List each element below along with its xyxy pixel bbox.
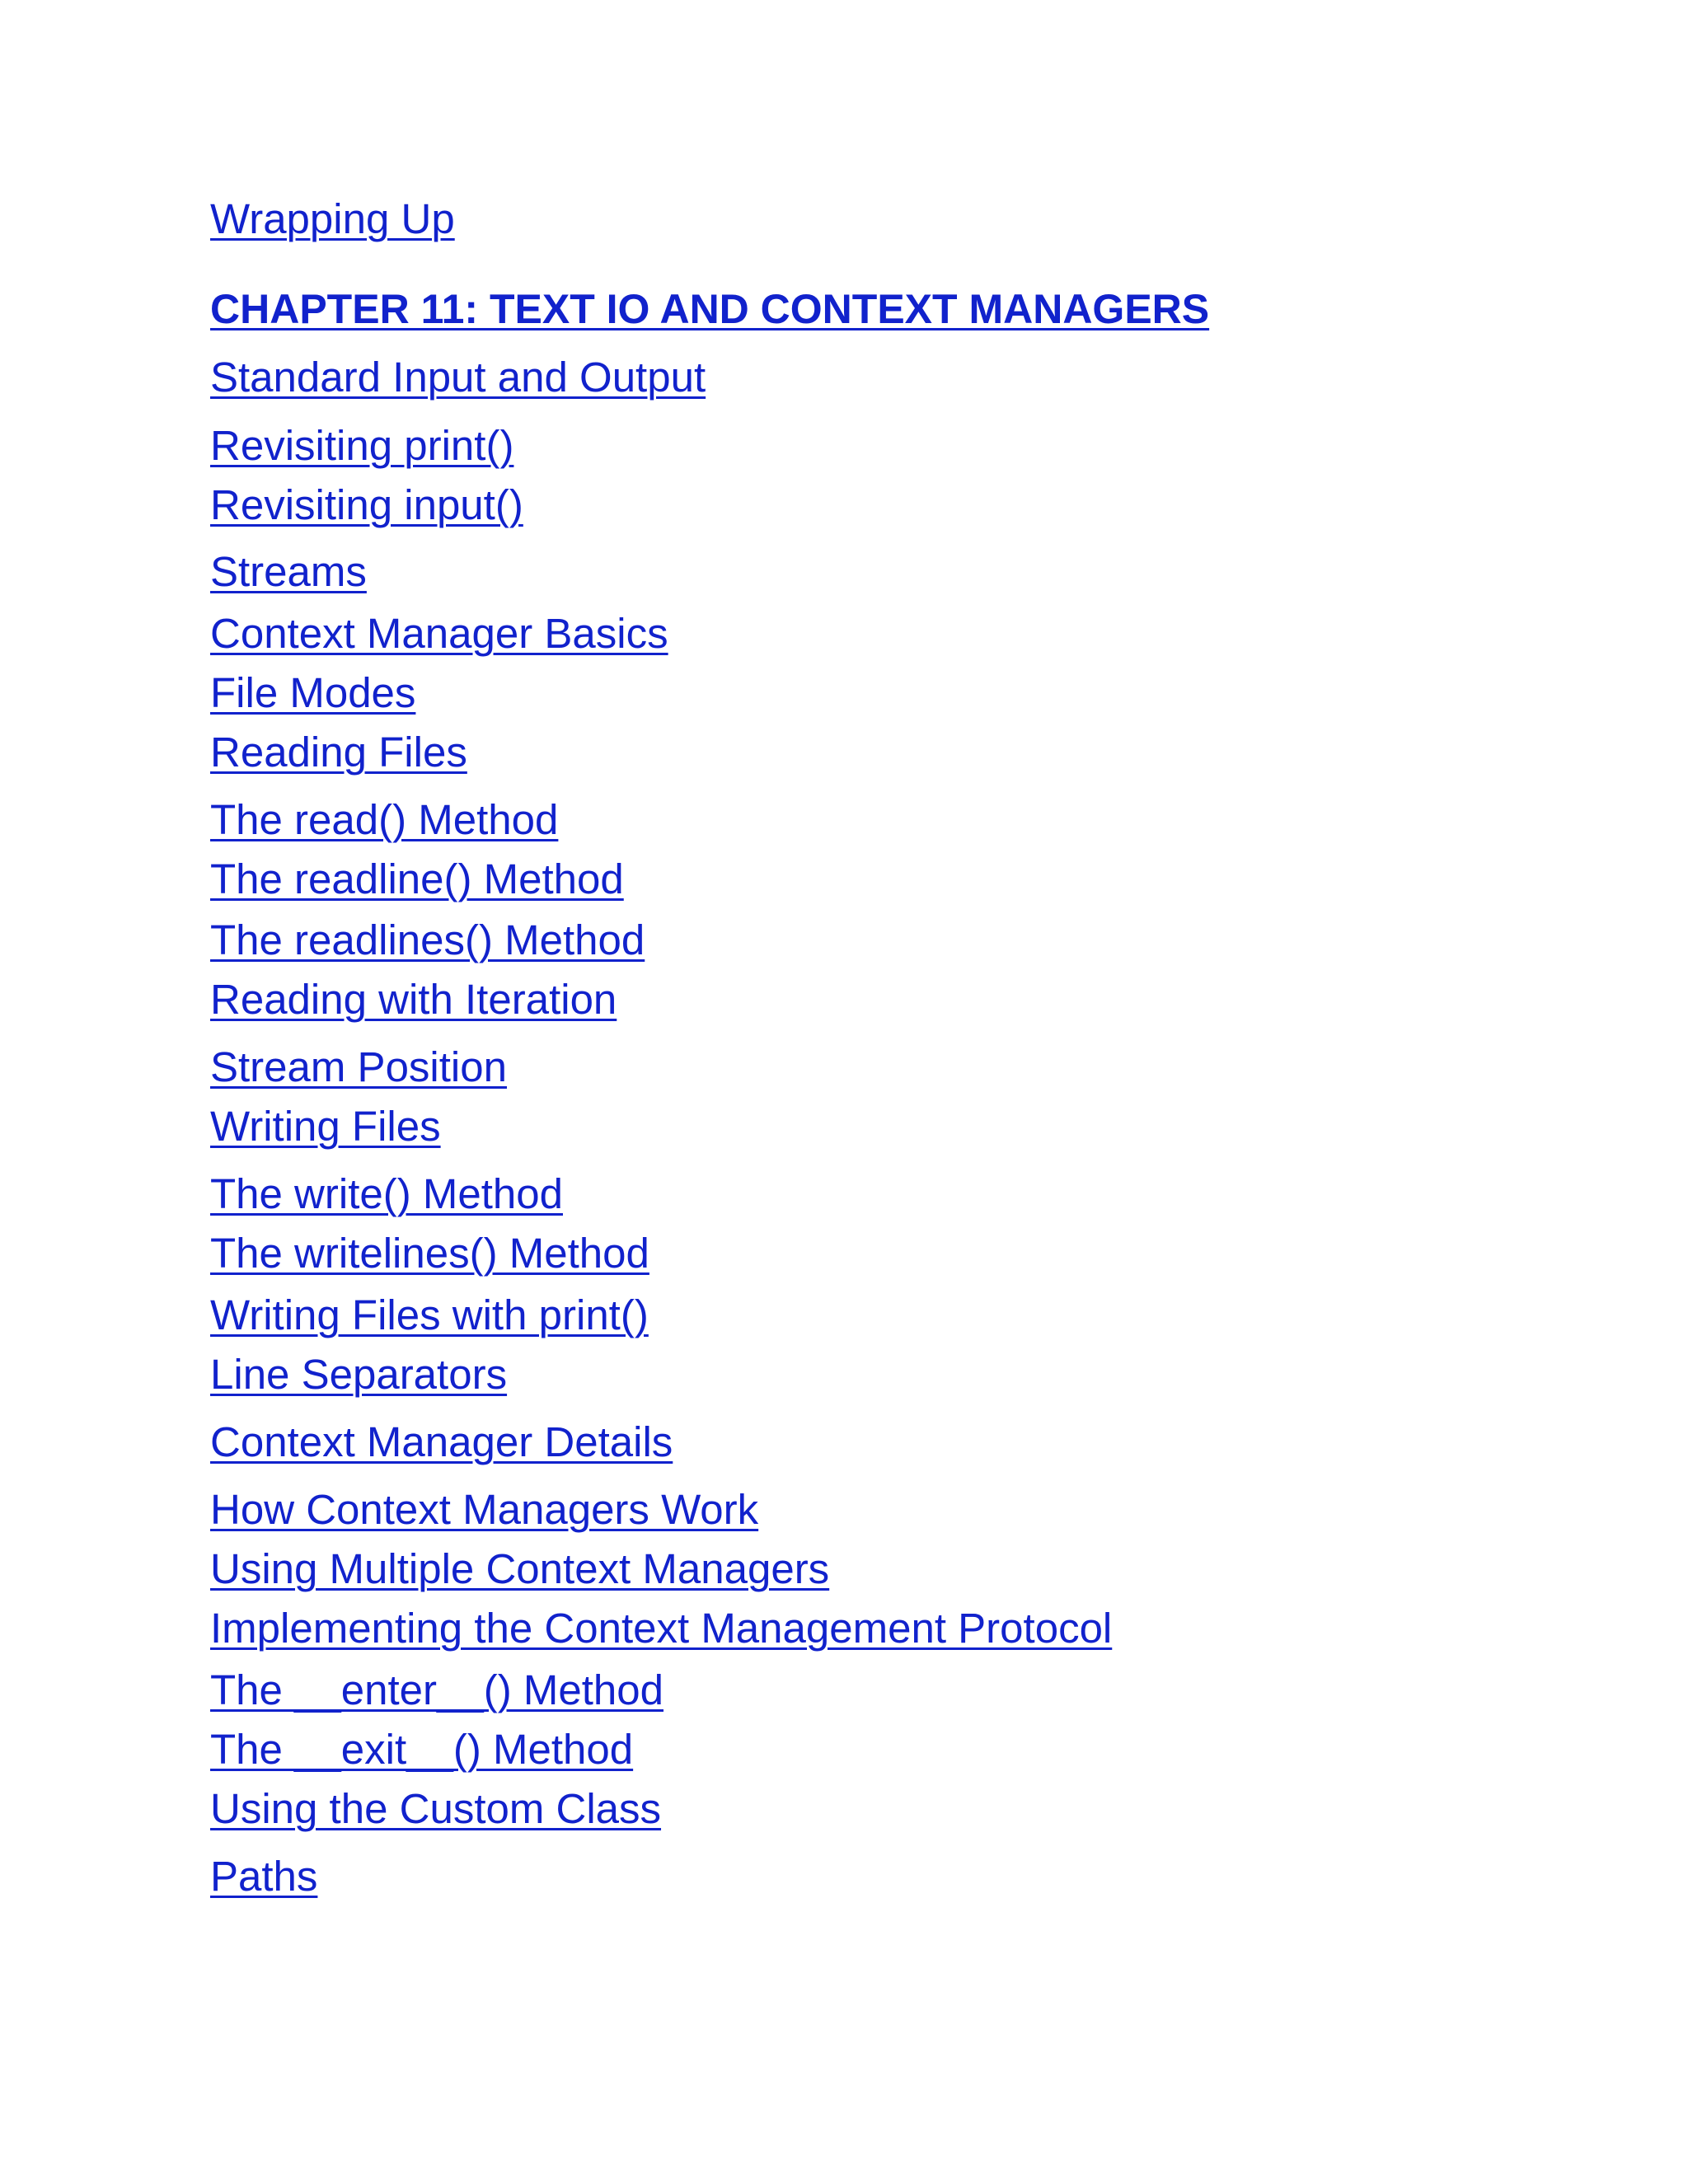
toc-link-line-separators[interactable]: Line Separators <box>210 1351 508 1398</box>
toc-link-implementing-context-management-protocol[interactable]: Implementing the Context Management Protocol <box>210 1605 1113 1652</box>
toc-link-enter-method[interactable]: The __enter__() Method <box>210 1666 663 1713</box>
toc-chapter-11-heading[interactable]: CHAPTER 11: TEXT IO AND CONTEXT MANAGERS <box>210 286 1210 332</box>
toc-link-wrapping-up[interactable]: Wrapping Up <box>210 195 455 242</box>
toc-link-revisiting-input[interactable]: Revisiting input() <box>210 481 523 528</box>
toc-link-standard-input-output[interactable]: Standard Input and Output <box>210 354 706 401</box>
toc-link-revisiting-print[interactable]: Revisiting print() <box>210 422 514 469</box>
toc-link-reading-with-iteration[interactable]: Reading with Iteration <box>210 976 617 1023</box>
toc-link-write-method[interactable]: The write() Method <box>210 1170 563 1217</box>
toc-link-readlines-method[interactable]: The readlines() Method <box>210 916 645 963</box>
toc-link-read-method[interactable]: The read() Method <box>210 796 559 843</box>
toc-link-writing-files[interactable]: Writing Files <box>210 1103 441 1150</box>
toc-link-stream-position[interactable]: Stream Position <box>210 1043 507 1090</box>
toc-link-context-manager-basics[interactable]: Context Manager Basics <box>210 610 668 657</box>
toc-link-writelines-method[interactable]: The writelines() Method <box>210 1230 649 1277</box>
toc-link-streams[interactable]: Streams <box>210 548 367 595</box>
toc-link-writing-files-with-print[interactable]: Writing Files with print() <box>210 1291 649 1338</box>
toc-link-readline-method[interactable]: The readline() Method <box>210 855 624 902</box>
toc-link-using-multiple-context-managers[interactable]: Using Multiple Context Managers <box>210 1545 830 1592</box>
toc-link-how-context-managers-work[interactable]: How Context Managers Work <box>210 1486 759 1533</box>
toc-link-paths[interactable]: Paths <box>210 1853 318 1900</box>
toc-link-exit-method[interactable]: The __exit__() Method <box>210 1726 634 1773</box>
toc-link-using-custom-class[interactable]: Using the Custom Class <box>210 1785 662 1832</box>
toc-link-file-modes[interactable]: File Modes <box>210 669 416 716</box>
toc-link-reading-files[interactable]: Reading Files <box>210 729 467 776</box>
toc-link-context-manager-details[interactable]: Context Manager Details <box>210 1418 673 1465</box>
